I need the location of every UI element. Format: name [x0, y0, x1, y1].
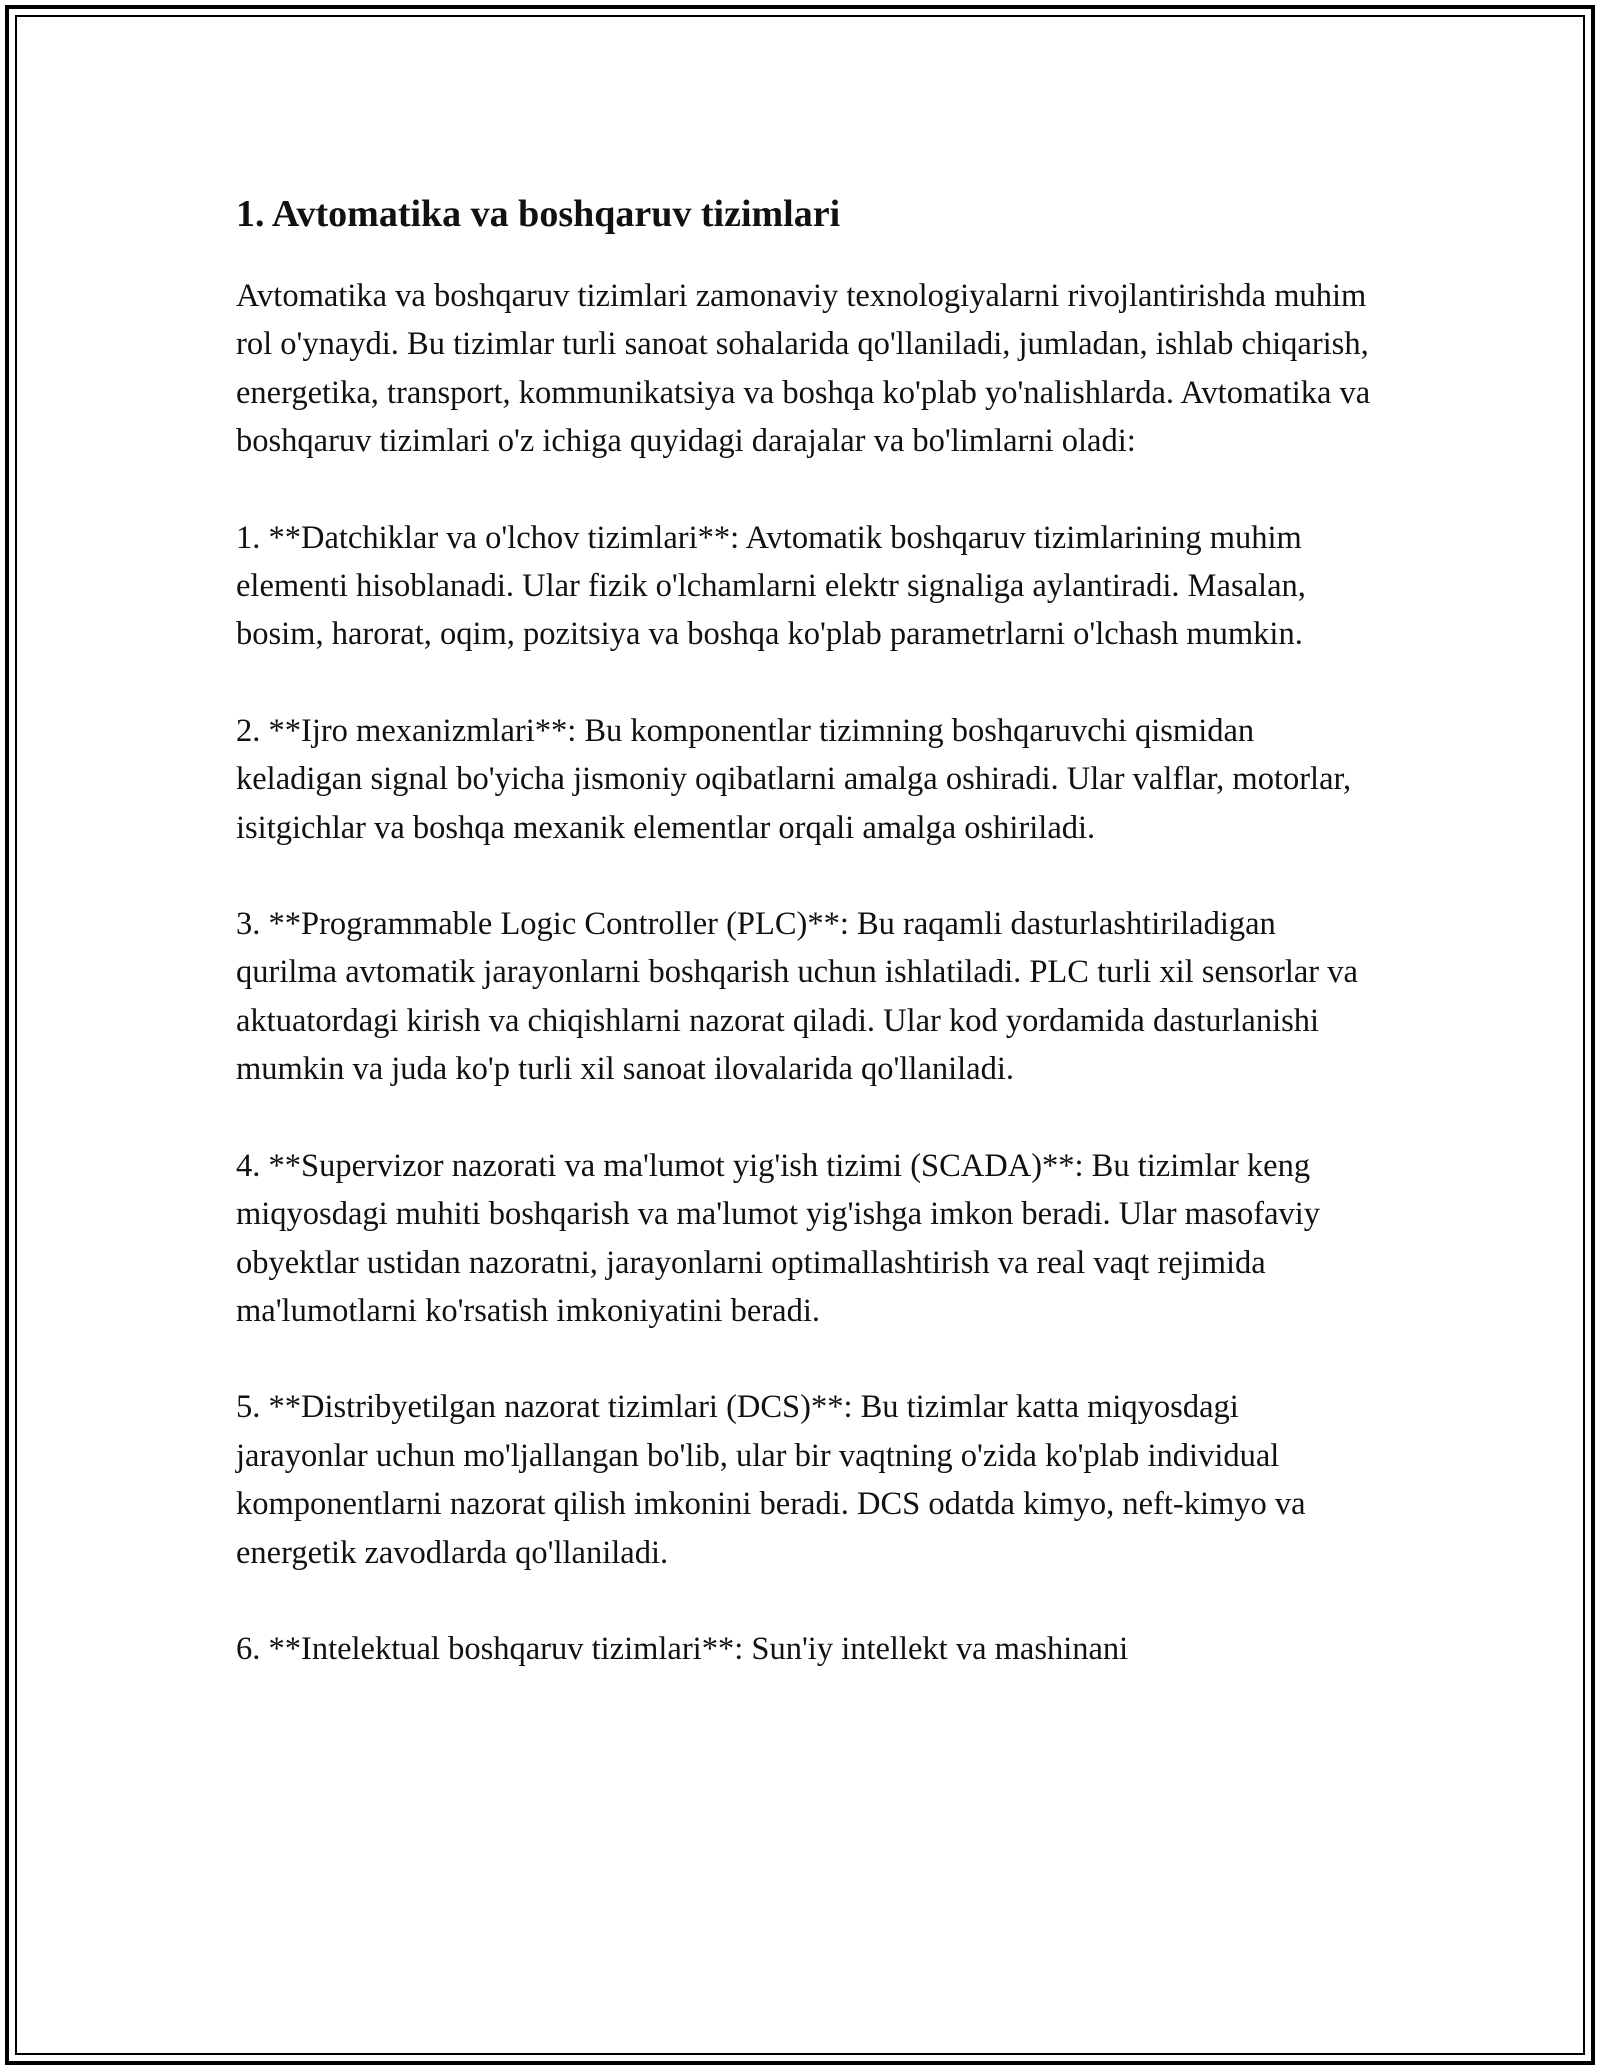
list-item-sensors: 1. **Datchiklar va o'lchov tizimlari**: Avtomatik boshqaruv tizimlarining muhim elementi hisoblanadi. Ular fizik o'lchamlarni elektr signaliga aylantiradi. Masalan, bosim, harorat, oqim, pozitsiya va boshqa ko'plab parametrlarni o'lchash mumkin. — [236, 519, 1306, 653]
section-heading: 1. Avtomatika va boshqaruv tizimlari — [236, 193, 841, 235]
list-item-dcs: 5. **Distribyetilgan nazorat tizimlari (DCS)**: Bu tizimlar katta miqyosdagi jarayonlar uchun mo'ljallangan bo'lib, ular bir vaqtning o'zida ko'plab individual komponentlarni nazorat qilish imkonini beradi. DCS odatda kimyo, neft-kimyo va energetik zavodlarda qo'llaniladi. — [236, 1389, 1306, 1571]
intro-paragraph: Avtomatika va boshqaruv tizimlari zamonaviy texnologiyalarni rivojlantirishda muhim rol o'ynaydi. Bu tizimlar turli sanoat sohalarida qo'llaniladi, jumladan, ishlab chiqarish, energetika, transport, kommunikatsiya va boshqa ko'plab yo'nalishlarda. Avtomatika va boshqaruv tizimlari o'z ichiga quyidagi darajalar va bo'limlarni oladi: — [236, 278, 1371, 460]
list-item-plc: 3. **Programmable Logic Controller (PLC)**: Bu raqamli dasturlashtiriladigan qurilma avtomatik jarayonlarni boshqarish uchun ishlatiladi. PLC turli xil sensorlar va aktuatordagi kirish va chiqishlarni nazorat qiladi. Ular kod yordamida dasturlanishi mumkin va juda ko'p turli xil sanoat ilovalarida qo'llaniladi. — [236, 906, 1358, 1088]
document-body — [236, 188, 1376, 1721]
list-item-actuators: 2. **Ijro mexanizmlari**: Bu komponentlar tizimning boshqaruvchi qismidan keladigan signal bo'yicha jismoniy oqibatlarni amalga oshiradi. Ular valflar, motorlar, isitgichlar va boshqa mexanik elementlar orqali amalga oshiriladi. — [236, 712, 1352, 846]
list-item-scada: 4. **Supervizor nazorati va ma'lumot yig'ish tizimi (SCADA)**: Bu tizimlar keng miqyosdagi muhiti boshqarish va ma'lumot yig'ishga imkon beradi. Ular masofaviy obyektlar ustidan nazoratni, jarayonlarni optimallashtirish va real vaqt rejimida ma'lumotlarni ko'rsatish imkoniyatini beradi. — [236, 1147, 1321, 1329]
list-item-intelligent: 6. **Intelektual boshqaruv tizimlari**: Sun'iy intellekt va mashinani — [236, 1630, 1129, 1667]
